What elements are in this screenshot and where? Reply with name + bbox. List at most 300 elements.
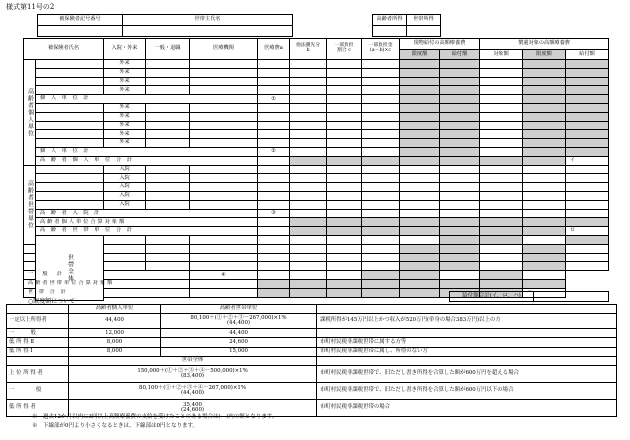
cell[interactable] bbox=[440, 209, 480, 218]
limit-col-individual: 高齢者個人単位 bbox=[69, 305, 161, 314]
cell[interactable] bbox=[480, 174, 523, 183]
cell[interactable] bbox=[290, 200, 327, 209]
cell[interactable] bbox=[480, 112, 523, 121]
limit-section-title: ○限度額について bbox=[28, 298, 76, 305]
cell[interactable] bbox=[190, 77, 258, 86]
cell[interactable] bbox=[440, 191, 480, 200]
cell[interactable] bbox=[400, 191, 440, 200]
cell[interactable] bbox=[480, 165, 523, 174]
limit-all-sub: (44,400) bbox=[180, 389, 205, 396]
cell[interactable] bbox=[362, 68, 400, 77]
cell[interactable] bbox=[362, 235, 400, 244]
cell[interactable] bbox=[480, 77, 523, 86]
limit-note-blank bbox=[317, 356, 617, 365]
cell[interactable] bbox=[146, 244, 190, 253]
cell[interactable] bbox=[190, 121, 258, 130]
cell[interactable] bbox=[258, 200, 290, 209]
cell[interactable] bbox=[290, 86, 327, 95]
cell[interactable] bbox=[290, 103, 327, 112]
cell[interactable] bbox=[362, 121, 400, 130]
cell[interactable] bbox=[327, 130, 362, 139]
insured-name-cell[interactable] bbox=[36, 103, 104, 112]
cell[interactable] bbox=[327, 244, 362, 253]
cell[interactable] bbox=[327, 235, 362, 244]
marker-i: イ bbox=[566, 156, 609, 165]
outpatient-label: 外来 bbox=[104, 130, 146, 139]
cell[interactable] bbox=[190, 288, 258, 297]
cell bbox=[362, 156, 400, 165]
cell bbox=[480, 271, 523, 280]
cell[interactable] bbox=[258, 156, 290, 165]
limit-household-formula: 24,600 bbox=[229, 338, 248, 345]
benefit-total-field[interactable] bbox=[534, 292, 609, 302]
cell[interactable] bbox=[290, 271, 327, 280]
cell[interactable] bbox=[190, 86, 258, 95]
cell[interactable] bbox=[258, 139, 290, 148]
cell[interactable] bbox=[362, 103, 400, 112]
cell[interactable] bbox=[566, 183, 609, 192]
cell[interactable] bbox=[362, 112, 400, 121]
cell[interactable] bbox=[480, 200, 523, 209]
insured-name-cell[interactable] bbox=[36, 121, 104, 130]
limit-all-formula: 80,100＋(①＋②＋③＋④－267,000)×1% bbox=[139, 384, 246, 391]
cell[interactable] bbox=[327, 209, 362, 218]
cell bbox=[440, 244, 480, 253]
cell[interactable] bbox=[258, 103, 290, 112]
cell[interactable] bbox=[190, 279, 258, 288]
cell bbox=[400, 253, 440, 262]
individual-subtotal-2: 個 人 単 位 計 bbox=[36, 147, 258, 156]
cell[interactable] bbox=[480, 86, 523, 95]
col-limit-b: 他法優先分 b bbox=[290, 39, 327, 60]
cell[interactable] bbox=[258, 235, 290, 244]
limit-individual-value: 44,400 bbox=[69, 314, 161, 329]
cell bbox=[290, 156, 327, 165]
cell[interactable] bbox=[146, 191, 190, 200]
cell bbox=[566, 86, 609, 95]
cell[interactable] bbox=[258, 227, 290, 236]
insured-name-cell[interactable] bbox=[36, 191, 104, 200]
cell[interactable] bbox=[290, 165, 327, 174]
cell[interactable] bbox=[362, 183, 400, 192]
outpatient-label: 外来 bbox=[104, 112, 146, 121]
cell[interactable] bbox=[440, 165, 480, 174]
cell[interactable] bbox=[327, 112, 362, 121]
cell[interactable] bbox=[190, 60, 258, 69]
cell[interactable] bbox=[190, 262, 258, 271]
cell[interactable] bbox=[104, 262, 146, 271]
cell bbox=[523, 130, 566, 139]
cell[interactable] bbox=[362, 86, 400, 95]
cell[interactable] bbox=[362, 209, 400, 218]
cell bbox=[480, 279, 523, 288]
elderly-individual-total: 高 齢 者 個 人 単 位 合 計 bbox=[36, 156, 258, 165]
cell[interactable] bbox=[362, 77, 400, 86]
cell[interactable] bbox=[190, 244, 258, 253]
cell[interactable] bbox=[146, 235, 190, 244]
cell[interactable] bbox=[146, 262, 190, 271]
cell[interactable] bbox=[146, 139, 190, 148]
cell[interactable] bbox=[190, 103, 258, 112]
cell[interactable] bbox=[400, 235, 440, 244]
insured-name-cell[interactable] bbox=[36, 165, 104, 174]
cell[interactable] bbox=[290, 147, 327, 156]
col-target-amount: 対象額 bbox=[480, 50, 523, 60]
cell bbox=[400, 244, 440, 253]
cell bbox=[440, 130, 480, 139]
cell bbox=[523, 77, 566, 86]
cell[interactable] bbox=[258, 253, 290, 262]
cell[interactable] bbox=[327, 86, 362, 95]
cell[interactable] bbox=[327, 121, 362, 130]
insured-name-cell[interactable] bbox=[36, 68, 104, 77]
insured-number-field[interactable] bbox=[38, 26, 123, 37]
income-category-label: 高齢者所得 bbox=[373, 15, 407, 26]
cell[interactable] bbox=[480, 139, 523, 148]
cell[interactable] bbox=[480, 209, 523, 218]
cell[interactable] bbox=[258, 121, 290, 130]
householder-label: 世帯主氏名 bbox=[123, 15, 293, 26]
cell bbox=[480, 227, 523, 236]
cell[interactable] bbox=[327, 103, 362, 112]
col-current-limit: 限度額 bbox=[400, 50, 440, 60]
householder-field[interactable] bbox=[123, 26, 293, 37]
cell bbox=[523, 139, 566, 148]
cell[interactable] bbox=[24, 253, 36, 262]
cell[interactable] bbox=[362, 174, 400, 183]
cell[interactable] bbox=[258, 68, 290, 77]
cell[interactable] bbox=[327, 77, 362, 86]
limit-household-value bbox=[161, 347, 317, 356]
cell[interactable] bbox=[290, 121, 327, 130]
cell bbox=[327, 279, 362, 288]
cell[interactable] bbox=[566, 262, 609, 271]
cell bbox=[440, 235, 480, 244]
cell[interactable] bbox=[327, 147, 362, 156]
cell[interactable] bbox=[400, 200, 440, 209]
limit-all-label: 低 所 得 者 bbox=[7, 399, 69, 416]
cell[interactable] bbox=[146, 112, 190, 121]
cell[interactable] bbox=[24, 244, 36, 253]
cell bbox=[400, 147, 440, 156]
cell[interactable] bbox=[327, 191, 362, 200]
cell[interactable] bbox=[258, 60, 290, 69]
general-total: 一 般 計 bbox=[24, 271, 190, 280]
cell bbox=[327, 218, 362, 227]
cell[interactable] bbox=[290, 183, 327, 192]
cell[interactable] bbox=[480, 253, 523, 262]
cell[interactable] bbox=[566, 191, 609, 200]
col-current-benefit: 給付額 bbox=[440, 50, 480, 60]
cell[interactable] bbox=[362, 262, 400, 271]
cell bbox=[440, 279, 480, 288]
cell[interactable] bbox=[104, 244, 146, 253]
cell[interactable] bbox=[146, 103, 190, 112]
cell[interactable] bbox=[480, 262, 523, 271]
elderly-individual-target: 高齢者個人単位合算対象額 bbox=[36, 218, 258, 227]
cell[interactable] bbox=[258, 191, 290, 200]
cell[interactable] bbox=[258, 77, 290, 86]
cell[interactable] bbox=[480, 103, 523, 112]
insured-name-cell[interactable] bbox=[36, 200, 104, 209]
cell[interactable] bbox=[440, 271, 480, 280]
limit-household-formula: 80,100＋(①＋②＋③－267,000)×1% bbox=[190, 314, 287, 321]
cell bbox=[440, 147, 480, 156]
cell[interactable] bbox=[566, 200, 609, 209]
limit-household-sub: (44,400) bbox=[226, 320, 251, 327]
outpatient-label: 外来 bbox=[104, 103, 146, 112]
cell[interactable] bbox=[190, 191, 258, 200]
cell bbox=[523, 262, 566, 271]
cell bbox=[327, 156, 362, 165]
cell[interactable] bbox=[327, 60, 362, 69]
cell[interactable] bbox=[400, 174, 440, 183]
marker-ro: ロ bbox=[566, 227, 609, 236]
cell[interactable] bbox=[190, 183, 258, 192]
limit-individual-value: 8,000 bbox=[69, 347, 161, 356]
limit-all-note: 市町村民税非課税世帯の場合 bbox=[317, 399, 617, 416]
cell bbox=[523, 60, 566, 69]
cell[interactable] bbox=[290, 112, 327, 121]
limit-note-blank bbox=[317, 305, 617, 314]
cell bbox=[523, 112, 566, 121]
cell[interactable] bbox=[400, 183, 440, 192]
insured-name-cell[interactable] bbox=[36, 77, 104, 86]
cell[interactable] bbox=[480, 95, 523, 104]
limit-col-household: 高齢者世帯単位 bbox=[161, 305, 317, 314]
cell[interactable] bbox=[290, 68, 327, 77]
cell[interactable] bbox=[327, 165, 362, 174]
cell[interactable] bbox=[327, 174, 362, 183]
cell bbox=[480, 235, 523, 244]
cell[interactable] bbox=[327, 139, 362, 148]
insured-name-cell[interactable] bbox=[36, 86, 104, 95]
cell[interactable] bbox=[258, 112, 290, 121]
cell bbox=[362, 227, 400, 236]
cell[interactable] bbox=[523, 271, 566, 280]
cell[interactable] bbox=[523, 183, 566, 192]
cell[interactable] bbox=[190, 200, 258, 209]
cell[interactable] bbox=[480, 130, 523, 139]
circle-marker: ② bbox=[258, 147, 290, 156]
cell[interactable] bbox=[440, 174, 480, 183]
marker-ha: ハ bbox=[523, 288, 566, 297]
cell[interactable] bbox=[258, 271, 290, 280]
cell[interactable] bbox=[258, 183, 290, 192]
cell[interactable] bbox=[190, 139, 258, 148]
cell bbox=[290, 279, 327, 288]
cell[interactable] bbox=[290, 244, 327, 253]
insured-name-cell[interactable] bbox=[36, 174, 104, 183]
cell[interactable] bbox=[290, 130, 327, 139]
cell[interactable] bbox=[24, 262, 36, 271]
cell bbox=[566, 218, 609, 227]
cell[interactable] bbox=[566, 174, 609, 183]
cell[interactable] bbox=[480, 191, 523, 200]
cell[interactable] bbox=[362, 60, 400, 69]
household-income-label: 世帯所得 bbox=[407, 15, 441, 26]
limit-all-sub: (24,600) bbox=[180, 406, 205, 413]
cell[interactable] bbox=[290, 191, 327, 200]
limit-row-label: 低 所 得 Ⅱ bbox=[7, 338, 69, 347]
cell[interactable] bbox=[146, 174, 190, 183]
cell[interactable] bbox=[523, 209, 566, 218]
cell[interactable] bbox=[190, 165, 258, 174]
inpatient-label: 入院 bbox=[104, 165, 146, 174]
cell[interactable] bbox=[327, 253, 362, 262]
limit-individual-value: 8,000 bbox=[69, 338, 161, 347]
cell[interactable] bbox=[290, 262, 327, 271]
cell bbox=[523, 244, 566, 253]
cell bbox=[566, 147, 609, 156]
limit-blank-header bbox=[7, 356, 69, 365]
cell[interactable] bbox=[327, 95, 362, 104]
cell bbox=[523, 147, 566, 156]
cell bbox=[400, 156, 440, 165]
cell[interactable] bbox=[290, 209, 327, 218]
cell[interactable] bbox=[146, 130, 190, 139]
cell[interactable] bbox=[566, 244, 609, 253]
cell[interactable] bbox=[146, 183, 190, 192]
cell bbox=[440, 262, 480, 271]
cell[interactable] bbox=[146, 86, 190, 95]
cell bbox=[400, 288, 440, 297]
insured-name-cell[interactable] bbox=[36, 112, 104, 121]
cell[interactable] bbox=[480, 147, 523, 156]
cell[interactable] bbox=[480, 121, 523, 130]
cell[interactable] bbox=[480, 60, 523, 69]
cell[interactable] bbox=[104, 253, 146, 262]
cell[interactable] bbox=[190, 253, 258, 262]
col-target-benefit: 給付額 bbox=[566, 50, 609, 60]
cell bbox=[400, 218, 440, 227]
household-income-field[interactable] bbox=[407, 26, 441, 37]
cell[interactable] bbox=[362, 139, 400, 148]
cell[interactable] bbox=[327, 262, 362, 271]
limit-row-label: 一定以上所得者 bbox=[7, 314, 69, 329]
cell[interactable] bbox=[480, 68, 523, 77]
cell[interactable] bbox=[258, 244, 290, 253]
insured-name-cell[interactable] bbox=[36, 183, 104, 192]
cell[interactable] bbox=[362, 95, 400, 104]
cell bbox=[440, 156, 480, 165]
cell[interactable] bbox=[258, 218, 290, 227]
limit-note: 市町村民税非課税世帯に属し、所得のない方 bbox=[317, 347, 617, 356]
cell[interactable] bbox=[290, 253, 327, 262]
cell[interactable] bbox=[362, 130, 400, 139]
outpatient-label: 外来 bbox=[104, 86, 146, 95]
cell[interactable] bbox=[523, 200, 566, 209]
cell[interactable] bbox=[327, 200, 362, 209]
cell[interactable] bbox=[190, 130, 258, 139]
cell[interactable] bbox=[146, 253, 190, 262]
cell[interactable] bbox=[258, 86, 290, 95]
cell[interactable] bbox=[400, 165, 440, 174]
outpatient-label: 外来 bbox=[104, 60, 146, 69]
cell[interactable] bbox=[258, 174, 290, 183]
cell[interactable] bbox=[362, 253, 400, 262]
cell[interactable] bbox=[523, 165, 566, 174]
cell[interactable] bbox=[190, 68, 258, 77]
limit-individual-value: 12,000 bbox=[69, 329, 161, 338]
limit-household-value bbox=[161, 314, 317, 329]
circle-marker: ① bbox=[258, 95, 290, 104]
cell[interactable] bbox=[523, 191, 566, 200]
cell[interactable] bbox=[146, 60, 190, 69]
cell[interactable] bbox=[190, 112, 258, 121]
cell[interactable] bbox=[104, 235, 146, 244]
cell[interactable] bbox=[290, 235, 327, 244]
cell[interactable] bbox=[400, 209, 440, 218]
cell[interactable] bbox=[566, 165, 609, 174]
cell[interactable] bbox=[327, 68, 362, 77]
limit-all-formula: 150,000＋(①＋②＋③＋④－500,000)×1% bbox=[137, 367, 248, 374]
income-category-field[interactable] bbox=[373, 26, 407, 37]
cell[interactable] bbox=[258, 130, 290, 139]
cell[interactable] bbox=[440, 200, 480, 209]
cell[interactable] bbox=[290, 139, 327, 148]
cell[interactable] bbox=[327, 271, 362, 280]
cell[interactable] bbox=[146, 200, 190, 209]
cell[interactable] bbox=[480, 244, 523, 253]
outpatient-label: 外来 bbox=[104, 139, 146, 148]
cell bbox=[440, 86, 480, 95]
limit-household-formula: 15,000 bbox=[229, 347, 248, 354]
cell[interactable] bbox=[258, 262, 290, 271]
cell[interactable] bbox=[146, 68, 190, 77]
cell[interactable] bbox=[362, 165, 400, 174]
cell[interactable] bbox=[362, 244, 400, 253]
cell[interactable] bbox=[290, 174, 327, 183]
cell[interactable] bbox=[146, 121, 190, 130]
outpatient-label: 外来 bbox=[104, 121, 146, 130]
cell[interactable] bbox=[362, 191, 400, 200]
outpatient-label: 外来 bbox=[104, 68, 146, 77]
limit-all-note: 市町村民税非課税世帯で、旧ただし書き所得を合算した額が600万円以下の場合 bbox=[317, 382, 617, 399]
cell[interactable] bbox=[146, 165, 190, 174]
cell[interactable] bbox=[523, 174, 566, 183]
cell[interactable] bbox=[362, 147, 400, 156]
insured-number-label: 被保険者記号番号 bbox=[38, 15, 123, 26]
cell bbox=[400, 227, 440, 236]
insured-name-cell[interactable] bbox=[36, 130, 104, 139]
cell[interactable] bbox=[190, 235, 258, 244]
calculation-table bbox=[23, 38, 609, 301]
cell[interactable] bbox=[440, 183, 480, 192]
cell[interactable] bbox=[362, 200, 400, 209]
cell bbox=[362, 288, 400, 297]
cell[interactable] bbox=[258, 165, 290, 174]
cell[interactable] bbox=[566, 253, 609, 262]
cell bbox=[400, 112, 440, 121]
cell[interactable] bbox=[290, 95, 327, 104]
cell bbox=[400, 271, 440, 280]
cell[interactable] bbox=[290, 60, 327, 69]
cell bbox=[566, 139, 609, 148]
household-total: 世 帯 合 計 bbox=[24, 288, 190, 297]
cell bbox=[566, 103, 609, 112]
cell[interactable] bbox=[523, 235, 566, 244]
cell[interactable] bbox=[566, 209, 609, 218]
insured-name-cell[interactable] bbox=[36, 139, 104, 148]
cell[interactable] bbox=[190, 174, 258, 183]
cell[interactable] bbox=[146, 77, 190, 86]
inpatient-label: 入院 bbox=[104, 200, 146, 209]
cell[interactable] bbox=[327, 183, 362, 192]
cell[interactable] bbox=[290, 77, 327, 86]
insured-name-cell[interactable] bbox=[36, 60, 104, 69]
cell[interactable] bbox=[480, 183, 523, 192]
